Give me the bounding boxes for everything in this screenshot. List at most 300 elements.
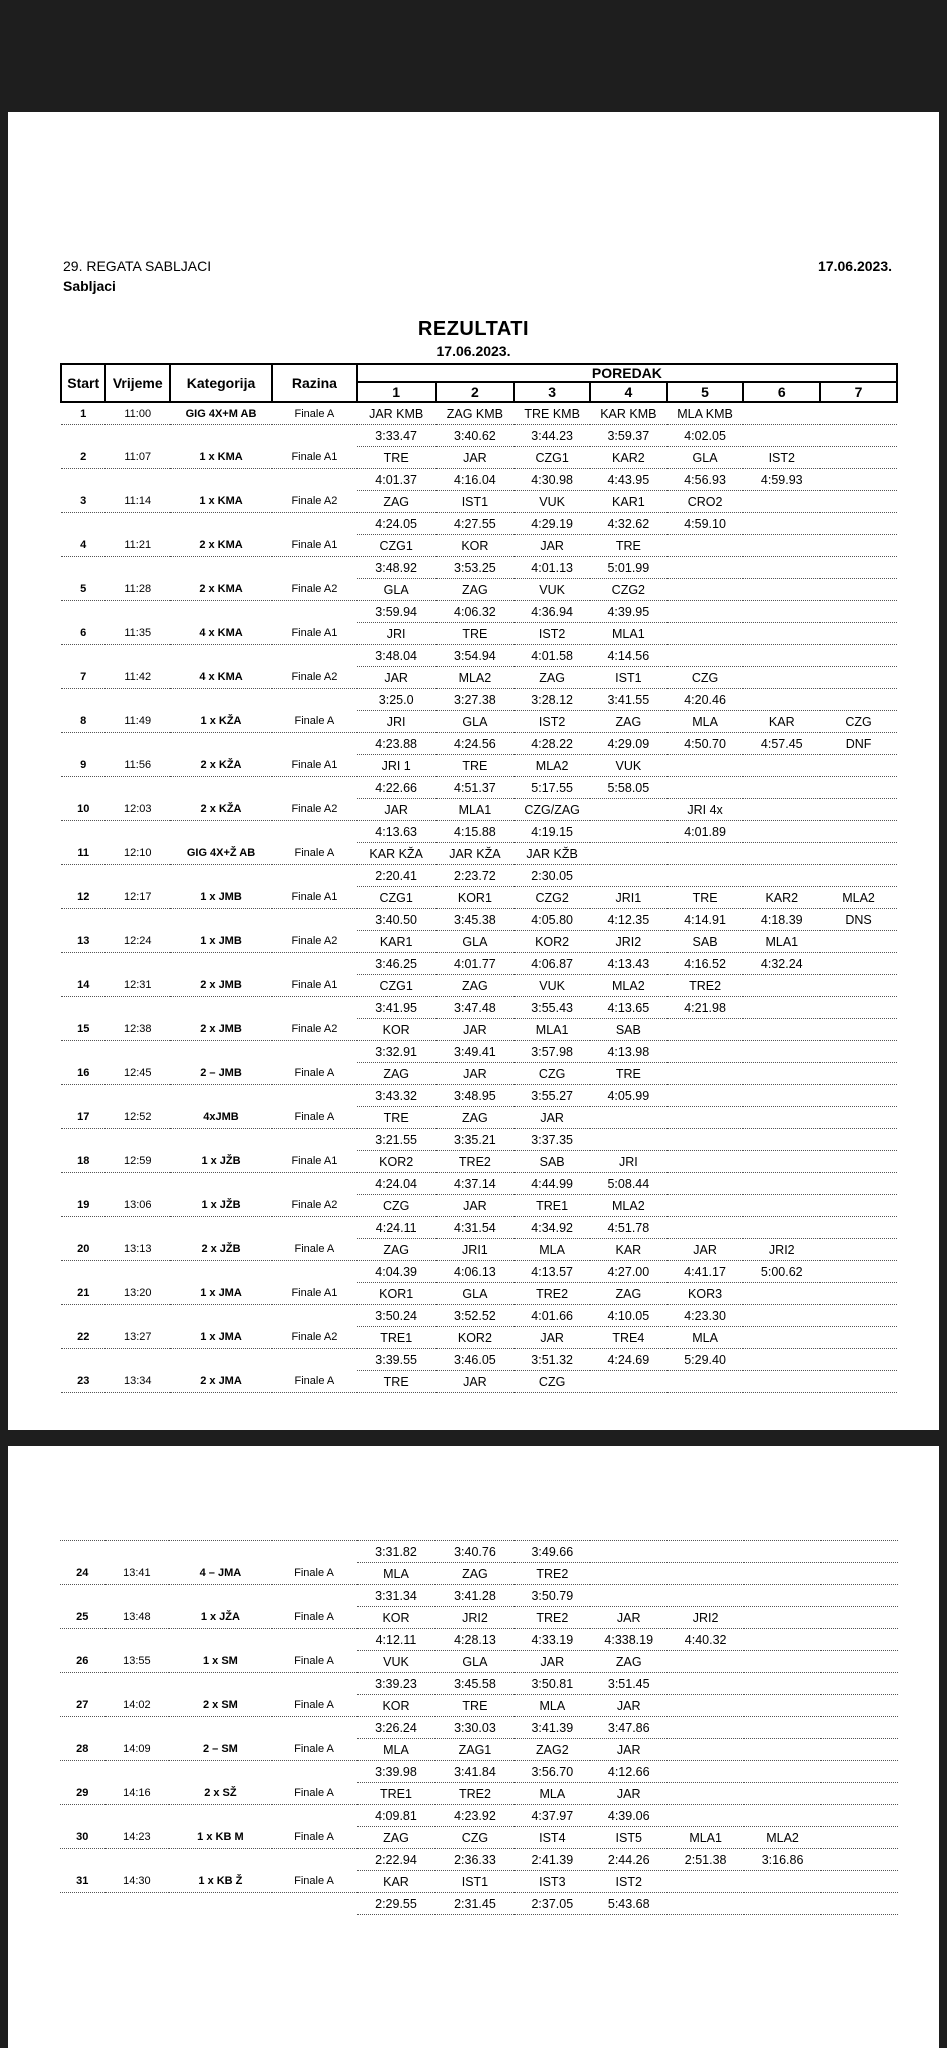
empty-cell	[105, 1217, 170, 1239]
place-5-result: 4:14.91	[667, 909, 744, 931]
place-5-result: 4:23.30	[667, 1305, 744, 1327]
place-4-result	[590, 1129, 667, 1151]
place-6-team	[743, 1063, 820, 1085]
race-category: GIG 4X+M AB	[170, 402, 272, 425]
race-start-number: 6	[61, 623, 105, 645]
place-2-team: KOR1	[436, 887, 515, 909]
place-3-team: TRE1	[514, 1195, 590, 1217]
place-2-team: ZAG	[436, 1107, 515, 1129]
place-3-result: 2:37.05	[514, 1893, 590, 1915]
race-row	[61, 579, 897, 601]
place-6-team	[744, 1695, 821, 1717]
race-results-row	[60, 1893, 898, 1915]
place-2-team: GLA	[436, 711, 515, 733]
race-time: 12:59	[105, 1151, 170, 1173]
place-3-team: CZG	[514, 1063, 590, 1085]
place-4-result: 3:59.37	[590, 425, 667, 447]
race-time: 11:42	[105, 667, 170, 689]
place-4-team: MLA2	[590, 975, 667, 997]
place-5-result: 2:51.38	[667, 1849, 744, 1871]
place-5-team: SAB	[667, 931, 744, 953]
place-4-result: 2:44.26	[590, 1849, 667, 1871]
race-results-row	[61, 1217, 897, 1239]
race-level: Finale A1	[272, 447, 357, 469]
place-7-team	[820, 799, 897, 821]
place-3-team: TRE KMB	[514, 402, 590, 425]
race-level: Finale A	[272, 1651, 357, 1673]
place-4-team: ZAG	[590, 1651, 667, 1673]
place-7-result	[821, 1541, 898, 1563]
place-3-result: 4:30.98	[514, 469, 590, 491]
race-level: Finale A1	[272, 1283, 357, 1305]
race-start-number: 2	[61, 447, 105, 469]
empty-cell	[105, 909, 170, 931]
race-time: 14:30	[105, 1871, 170, 1893]
race-level: Finale A2	[272, 579, 357, 601]
race-results-row	[61, 821, 897, 843]
place-7-result	[820, 1261, 897, 1283]
place-3-team: TRE2	[514, 1607, 590, 1629]
place-4-team: JRI	[590, 1151, 667, 1173]
col-order: POREDAK	[357, 364, 897, 382]
race-level: Finale A	[272, 402, 357, 425]
place-3-result: 3:57.98	[514, 1041, 590, 1063]
race-row	[61, 1019, 897, 1041]
place-3-result: 4:01.58	[514, 645, 590, 667]
race-level: Finale A	[272, 1739, 357, 1761]
race-category: 2 x KMA	[170, 579, 272, 601]
race-category: 1 x KB Ž	[169, 1871, 271, 1893]
place-5-result: 4:02.05	[667, 425, 744, 447]
place-3-team: MLA	[514, 1695, 590, 1717]
race-category: 1 x SM	[169, 1651, 271, 1673]
place-2-result: 3:40.76	[435, 1541, 514, 1563]
race-row	[60, 1783, 898, 1805]
race-row	[61, 535, 897, 557]
place-6-team	[743, 799, 820, 821]
empty-cell	[61, 513, 105, 535]
place-1-result: 3:50.24	[357, 1305, 436, 1327]
place-1-result: 2:29.55	[357, 1893, 436, 1915]
race-level: Finale A	[272, 1607, 357, 1629]
place-1-result: 3:21.55	[357, 1129, 436, 1151]
race-row	[61, 1283, 897, 1305]
place-2-result: 3:49.41	[436, 1041, 515, 1063]
place-7-team	[821, 1607, 898, 1629]
col-place-3: 3	[514, 382, 590, 402]
event-name: 29. REGATA SABLJACI	[63, 258, 212, 274]
place-4-result: 3:41.55	[590, 689, 667, 711]
place-1-team: JRI	[357, 623, 436, 645]
results-table	[60, 363, 898, 1393]
place-5-result	[667, 1041, 744, 1063]
empty-cell	[272, 1173, 357, 1195]
place-3-team: CZG1	[514, 447, 590, 469]
empty-cell	[272, 821, 357, 843]
race-start-number: 20	[61, 1239, 105, 1261]
place-1-result: 4:23.88	[357, 733, 436, 755]
empty-cell	[61, 425, 105, 447]
place-2-team: JRI2	[435, 1607, 514, 1629]
race-start-number: 11	[61, 843, 105, 865]
place-5-team	[667, 1563, 744, 1585]
place-1-team: CZG1	[357, 975, 436, 997]
place-3-team: MLA1	[514, 1019, 590, 1041]
empty-cell	[170, 1041, 272, 1063]
race-category: 1 x KMA	[170, 447, 272, 469]
place-3-team: CZG2	[514, 887, 590, 909]
empty-cell	[170, 865, 272, 887]
race-time: 14:02	[105, 1695, 170, 1717]
empty-cell	[272, 997, 357, 1019]
race-level: Finale A	[272, 1871, 357, 1893]
empty-cell	[105, 1585, 170, 1607]
place-6-result: 4:32.24	[743, 953, 820, 975]
place-1-result: 3:32.91	[357, 1041, 436, 1063]
empty-cell	[105, 1805, 170, 1827]
place-5-result	[667, 1717, 744, 1739]
empty-cell	[60, 1717, 105, 1739]
race-level: Finale A	[272, 1783, 357, 1805]
race-level: Finale A1	[272, 535, 357, 557]
race-start-number: 9	[61, 755, 105, 777]
race-results-row	[61, 425, 897, 447]
place-7-team	[820, 1107, 897, 1129]
place-4-team: IST2	[590, 1871, 667, 1893]
place-5-team	[667, 1195, 744, 1217]
place-4-team: KAR1	[590, 491, 667, 513]
empty-cell	[60, 1849, 105, 1871]
place-4-result: 4:24.69	[590, 1349, 667, 1371]
place-5-result: 4:41.17	[667, 1261, 744, 1283]
race-level: Finale A	[272, 1827, 357, 1849]
empty-cell	[170, 733, 272, 755]
place-6-team	[743, 667, 820, 689]
place-3-team: VUK	[514, 491, 590, 513]
race-time: 13:34	[105, 1371, 170, 1393]
empty-cell	[170, 1349, 272, 1371]
place-6-result	[743, 821, 820, 843]
race-start-number: 28	[60, 1739, 105, 1761]
place-3-result: 3:56.70	[514, 1761, 590, 1783]
race-category: 2 – SM	[169, 1739, 271, 1761]
empty-cell	[272, 645, 357, 667]
place-1-result: 3:59.94	[357, 601, 436, 623]
empty-cell	[272, 1305, 357, 1327]
place-3-team: CZG/ZAG	[514, 799, 590, 821]
place-1-result: 2:22.94	[357, 1849, 436, 1871]
place-7-team: MLA2	[820, 887, 897, 909]
race-start-number: 12	[61, 887, 105, 909]
place-5-team	[667, 1651, 744, 1673]
race-level: Finale A1	[272, 975, 357, 997]
place-6-result	[743, 1173, 820, 1195]
place-6-team: MLA1	[743, 931, 820, 953]
race-time: 12:38	[105, 1019, 170, 1041]
place-4-team: MLA1	[590, 623, 667, 645]
place-2-team: TRE2	[436, 1151, 515, 1173]
place-1-team: JAR KMB	[357, 402, 436, 425]
results-body-page-1	[61, 402, 897, 1393]
place-7-result	[821, 1673, 898, 1695]
race-results-row	[61, 1173, 897, 1195]
race-results-row	[61, 1305, 897, 1327]
place-4-team: JAR	[590, 1783, 667, 1805]
col-level: Razina	[272, 364, 357, 402]
place-7-result	[820, 777, 897, 799]
race-results-row	[60, 1717, 898, 1739]
place-1-result: 3:40.50	[357, 909, 436, 931]
place-2-result: 3:54.94	[436, 645, 515, 667]
place-6-team	[744, 1783, 821, 1805]
empty-cell	[170, 601, 272, 623]
race-category: 2 – JMB	[170, 1063, 272, 1085]
race-category: 1 x JŽA	[169, 1607, 271, 1629]
place-5-result: 4:21.98	[667, 997, 744, 1019]
event-place: Sabljaci	[63, 278, 116, 294]
place-2-result: 4:51.37	[436, 777, 515, 799]
empty-cell	[169, 1717, 271, 1739]
empty-cell	[169, 1629, 271, 1651]
race-start-number: 1	[61, 402, 105, 425]
place-6-result: 4:18.39	[743, 909, 820, 931]
place-2-result: 2:31.45	[435, 1893, 514, 1915]
place-4-team	[590, 799, 667, 821]
race-row	[61, 1063, 897, 1085]
race-time: 11:28	[105, 579, 170, 601]
place-2-team: ZAG KMB	[436, 402, 515, 425]
place-2-team: TRE	[435, 1695, 514, 1717]
place-3-result: 2:30.05	[514, 865, 590, 887]
place-2-result: 4:06.13	[436, 1261, 515, 1283]
place-2-team: ZAG	[436, 579, 515, 601]
place-6-result	[743, 1217, 820, 1239]
race-time: 13:48	[105, 1607, 170, 1629]
race-category: 1 x JMA	[170, 1327, 272, 1349]
place-3-team: TRE2	[514, 1283, 590, 1305]
place-4-team: KAR2	[590, 447, 667, 469]
place-4-team	[590, 843, 667, 865]
place-4-team: JAR	[590, 1695, 667, 1717]
col-start: Start	[61, 364, 105, 402]
race-time: 11:21	[105, 535, 170, 557]
race-start-number: 4	[61, 535, 105, 557]
empty-cell	[170, 909, 272, 931]
race-level: Finale A2	[272, 491, 357, 513]
place-2-team: JAR	[436, 1019, 515, 1041]
race-category: 2 x KŽA	[170, 755, 272, 777]
place-7-result	[820, 865, 897, 887]
empty-cell	[61, 1349, 105, 1371]
race-time: 12:10	[105, 843, 170, 865]
race-start-number: 23	[61, 1371, 105, 1393]
place-3-team: JAR	[514, 1107, 590, 1129]
place-6-team	[743, 1195, 820, 1217]
place-7-team	[820, 1063, 897, 1085]
empty-cell	[61, 997, 105, 1019]
place-5-team	[667, 1871, 744, 1893]
race-row	[60, 1607, 898, 1629]
race-start-number: 25	[60, 1607, 105, 1629]
place-6-result	[743, 689, 820, 711]
place-4-result: 4:29.09	[590, 733, 667, 755]
place-7-result	[820, 821, 897, 843]
place-6-result	[743, 997, 820, 1019]
place-2-result: 3:48.95	[436, 1085, 515, 1107]
empty-cell	[105, 997, 170, 1019]
place-6-team	[744, 1651, 821, 1673]
race-results-row	[60, 1629, 898, 1651]
place-3-result: 3:41.39	[514, 1717, 590, 1739]
place-3-result: 2:41.39	[514, 1849, 590, 1871]
place-1-result: 4:09.81	[357, 1805, 436, 1827]
place-7-result	[820, 557, 897, 579]
race-level: Finale A	[272, 1371, 357, 1393]
place-7-result	[820, 1041, 897, 1063]
place-2-team: JRI1	[436, 1239, 515, 1261]
place-6-team	[744, 1607, 821, 1629]
place-7-team	[820, 1371, 897, 1393]
empty-cell	[272, 865, 357, 887]
empty-cell	[61, 777, 105, 799]
empty-cell	[61, 1173, 105, 1195]
race-category: 2 x KMA	[170, 535, 272, 557]
place-2-team: TRE	[436, 755, 515, 777]
race-start-number: 30	[60, 1827, 105, 1849]
place-5-team: TRE	[667, 887, 744, 909]
race-category: 2 x SŽ	[169, 1783, 271, 1805]
race-time: 14:23	[105, 1827, 170, 1849]
race-row	[61, 711, 897, 733]
race-row	[61, 402, 897, 425]
race-row	[60, 1871, 898, 1893]
place-7-result	[820, 601, 897, 623]
place-3-team: JAR	[514, 1327, 590, 1349]
place-3-team: VUK	[514, 579, 590, 601]
place-3-result: 4:36.94	[514, 601, 590, 623]
race-results-row	[61, 909, 897, 931]
place-4-team: CZG2	[590, 579, 667, 601]
place-6-result	[743, 645, 820, 667]
place-4-team: SAB	[590, 1019, 667, 1041]
place-1-result: 4:24.04	[357, 1173, 436, 1195]
place-2-team: KOR	[436, 535, 515, 557]
place-5-team: GLA	[667, 447, 744, 469]
place-5-result	[667, 1761, 744, 1783]
place-5-team: KOR3	[667, 1283, 744, 1305]
place-2-result: 4:23.92	[435, 1805, 514, 1827]
place-6-team	[743, 1327, 820, 1349]
place-1-team: JAR	[357, 667, 436, 689]
place-1-team: TRE	[357, 1371, 436, 1393]
place-3-team: VUK	[514, 975, 590, 997]
place-7-result	[820, 953, 897, 975]
place-6-result	[743, 513, 820, 535]
place-1-team: ZAG	[357, 1827, 436, 1849]
place-4-team	[590, 1107, 667, 1129]
place-5-team	[667, 1107, 744, 1129]
place-7-team: CZG	[820, 711, 897, 733]
race-results-row	[61, 513, 897, 535]
place-5-team	[667, 1371, 744, 1393]
place-1-team: CZG1	[357, 535, 436, 557]
place-2-team: IST1	[436, 491, 515, 513]
col-time: Vrijeme	[105, 364, 170, 402]
empty-cell	[60, 1629, 105, 1651]
place-5-result: 4:50.70	[667, 733, 744, 755]
place-4-result: 4:338.19	[590, 1629, 667, 1651]
place-7-result	[821, 1893, 898, 1915]
place-6-team	[743, 579, 820, 601]
race-time: 12:31	[105, 975, 170, 997]
empty-cell	[272, 1349, 357, 1371]
empty-cell	[272, 733, 357, 755]
place-7-result	[821, 1717, 898, 1739]
place-1-team: MLA	[357, 1739, 436, 1761]
race-time: 11:56	[105, 755, 170, 777]
empty-cell	[61, 1129, 105, 1151]
place-3-team: KOR2	[514, 931, 590, 953]
race-row	[60, 1651, 898, 1673]
place-5-result	[667, 601, 744, 623]
place-6-result	[743, 1129, 820, 1151]
empty-cell	[61, 1217, 105, 1239]
race-start-number: 5	[61, 579, 105, 601]
race-level: Finale A	[272, 1107, 357, 1129]
place-5-team	[667, 1783, 744, 1805]
place-1-result: 3:48.04	[357, 645, 436, 667]
place-7-team	[820, 1327, 897, 1349]
empty-cell	[272, 1585, 357, 1607]
empty-cell	[272, 1629, 357, 1651]
place-6-result	[744, 1673, 821, 1695]
empty-cell	[272, 689, 357, 711]
place-1-result: 3:26.24	[357, 1717, 436, 1739]
place-3-result: 4:29.19	[514, 513, 590, 535]
place-5-team	[667, 535, 744, 557]
race-category: 2 x SM	[169, 1695, 271, 1717]
col-category: Kategorija	[170, 364, 272, 402]
race-time: 12:52	[105, 1107, 170, 1129]
place-4-result: 4:05.99	[590, 1085, 667, 1107]
place-7-result	[821, 1805, 898, 1827]
place-2-result: 3:35.21	[436, 1129, 515, 1151]
race-start-number: 15	[61, 1019, 105, 1041]
place-3-team: SAB	[514, 1151, 590, 1173]
race-results-row	[61, 865, 897, 887]
place-5-team	[667, 623, 744, 645]
race-start-number: 18	[61, 1151, 105, 1173]
place-3-result: 4:19.15	[514, 821, 590, 843]
race-level: Finale A2	[272, 799, 357, 821]
results-subtitle-date: 17.06.2023.	[436, 343, 511, 359]
empty-cell	[272, 469, 357, 491]
place-6-result	[743, 777, 820, 799]
place-1-result: 2:20.41	[357, 865, 436, 887]
place-4-result: 4:14.56	[590, 645, 667, 667]
race-category: 2 x JŽB	[170, 1239, 272, 1261]
race-results-row	[60, 1805, 898, 1827]
race-time: 13:13	[105, 1239, 170, 1261]
place-7-team	[820, 1239, 897, 1261]
place-1-result: 3:46.25	[357, 953, 436, 975]
empty-cell	[105, 1261, 170, 1283]
place-2-result: 3:30.03	[435, 1717, 514, 1739]
place-7-result	[820, 513, 897, 535]
empty-cell	[61, 1085, 105, 1107]
place-5-result: 4:16.52	[667, 953, 744, 975]
empty-cell	[105, 557, 170, 579]
